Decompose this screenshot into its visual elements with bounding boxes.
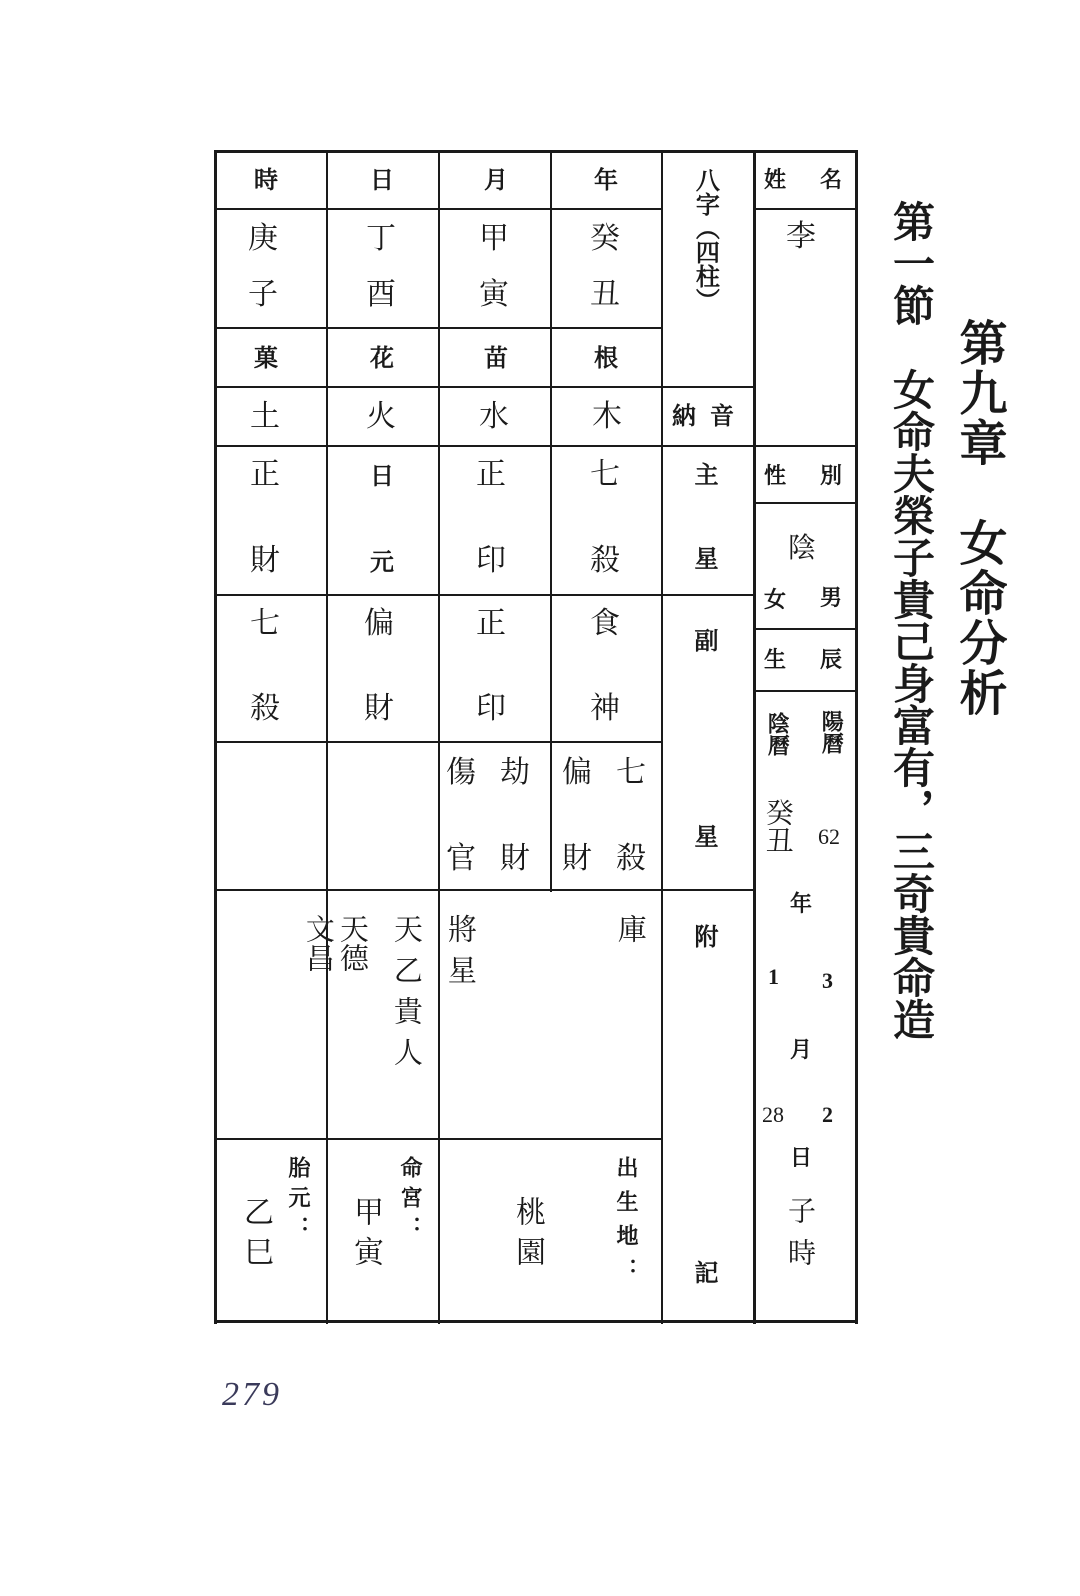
lunar-day: 28 (762, 1102, 784, 1127)
main-star-year-1: 七 (590, 457, 620, 492)
aux-star-jiangxing: 將星 (443, 914, 478, 996)
solar-label: 陽曆 (818, 710, 844, 754)
name-value: 李 (786, 219, 816, 254)
sub-star-year-2: 神 (590, 691, 620, 726)
lunar-year: 癸丑 (761, 798, 795, 854)
flower-hour: 菓 (254, 344, 278, 372)
solar-day: 2 (822, 1102, 833, 1127)
main-star-day-1: 日 (370, 462, 394, 490)
flower-day: 花 (370, 344, 394, 372)
hidden-month-4: 財 (500, 841, 530, 876)
sex-female: 女 (764, 588, 787, 613)
sex-yin: 陰 (788, 531, 817, 564)
main-star-label: 主星 (690, 462, 718, 630)
branch-hour: 子 (248, 277, 278, 312)
header-month: 月 (484, 166, 508, 194)
taiyuan-value: 乙巳 (238, 1196, 273, 1276)
nayin-day: 火 (366, 399, 396, 434)
birthplace-value: 桃園 (510, 1196, 545, 1276)
header-day: 日 (370, 166, 394, 194)
nayin-year: 木 (592, 399, 622, 434)
main-star-hour-2: 財 (250, 543, 280, 578)
nayin-hour: 土 (250, 399, 280, 434)
hour-value: 子時 (784, 1196, 817, 1280)
month-char: 月 (790, 1038, 813, 1063)
sex-male: 男 (820, 586, 843, 611)
section-title: 第一節 女命夫榮子貴己身富有，三奇貴命造 (887, 200, 936, 1040)
main-star-month-1: 正 (476, 457, 506, 492)
minggong-value: 甲寅 (348, 1196, 383, 1276)
birthplace-label: 出生地： (613, 1156, 638, 1292)
stem-month: 甲 (479, 221, 509, 256)
sub-star-hour-1: 七 (250, 606, 280, 641)
year-char: 年 (790, 892, 813, 917)
sub-star-month-2: 印 (476, 691, 506, 726)
hidden-year-2: 財 (562, 841, 592, 876)
aux-star-tianyi: 天乙貴人 (389, 914, 424, 1078)
sub-star-year-1: 食 (590, 606, 620, 641)
hidden-year-3: 七 (616, 755, 646, 790)
taiyuan-label: 胎元： (285, 1156, 310, 1246)
sub-star-month-1: 正 (476, 606, 506, 641)
main-star-month-2: 印 (476, 543, 506, 578)
minggong-label: 命宮： (397, 1156, 422, 1246)
header-hour: 時 (254, 166, 278, 194)
aux-star-wenchang: 文昌 (301, 914, 336, 972)
stem-day: 丁 (366, 221, 396, 256)
header-year: 年 (594, 166, 618, 194)
lunar-month: 1 (768, 964, 779, 989)
sub-star-label: 副星 (690, 628, 718, 1020)
name-label: 姓名 (764, 168, 877, 193)
main-star-day-2: 元 (370, 548, 394, 576)
stem-hour: 庚 (248, 221, 278, 256)
notes-label: 附記 (690, 924, 718, 1596)
hidden-month-3: 劫 (500, 755, 530, 790)
flower-year: 根 (594, 344, 618, 372)
chapter-title: 第九章 女命分析 (951, 318, 1007, 718)
hidden-month-2: 官 (446, 841, 476, 876)
aux-star-tiande: 天德 (335, 914, 370, 972)
solar-month: 3 (822, 968, 833, 993)
nayin-label: 納音 (672, 402, 748, 430)
branch-day: 酉 (366, 277, 396, 312)
birth-label: 生辰 (764, 648, 877, 673)
sub-star-day-2: 財 (364, 691, 394, 726)
lunar-label: 陰曆 (764, 712, 790, 756)
hidden-year-4: 殺 (616, 841, 646, 876)
branch-year: 丑 (590, 277, 620, 312)
hidden-month-1: 傷 (446, 755, 476, 790)
hidden-year-1: 偏 (562, 755, 592, 790)
flower-month: 苗 (484, 344, 508, 372)
stem-year: 癸 (590, 221, 620, 256)
page-number: 279 (222, 1376, 282, 1413)
main-star-year-2: 殺 (590, 543, 620, 578)
aux-star-ku: 庫 (613, 914, 648, 943)
bazi-label: 八字（四柱） (691, 168, 720, 312)
sex-label: 性別 (764, 464, 877, 489)
branch-month: 寅 (479, 277, 509, 312)
sub-star-hour-2: 殺 (250, 691, 280, 726)
nayin-month: 水 (479, 399, 509, 434)
solar-year: 62 (818, 824, 840, 849)
sub-star-day-1: 偏 (364, 606, 394, 641)
main-star-hour-1: 正 (250, 457, 280, 492)
day-char: 日 (790, 1146, 813, 1171)
